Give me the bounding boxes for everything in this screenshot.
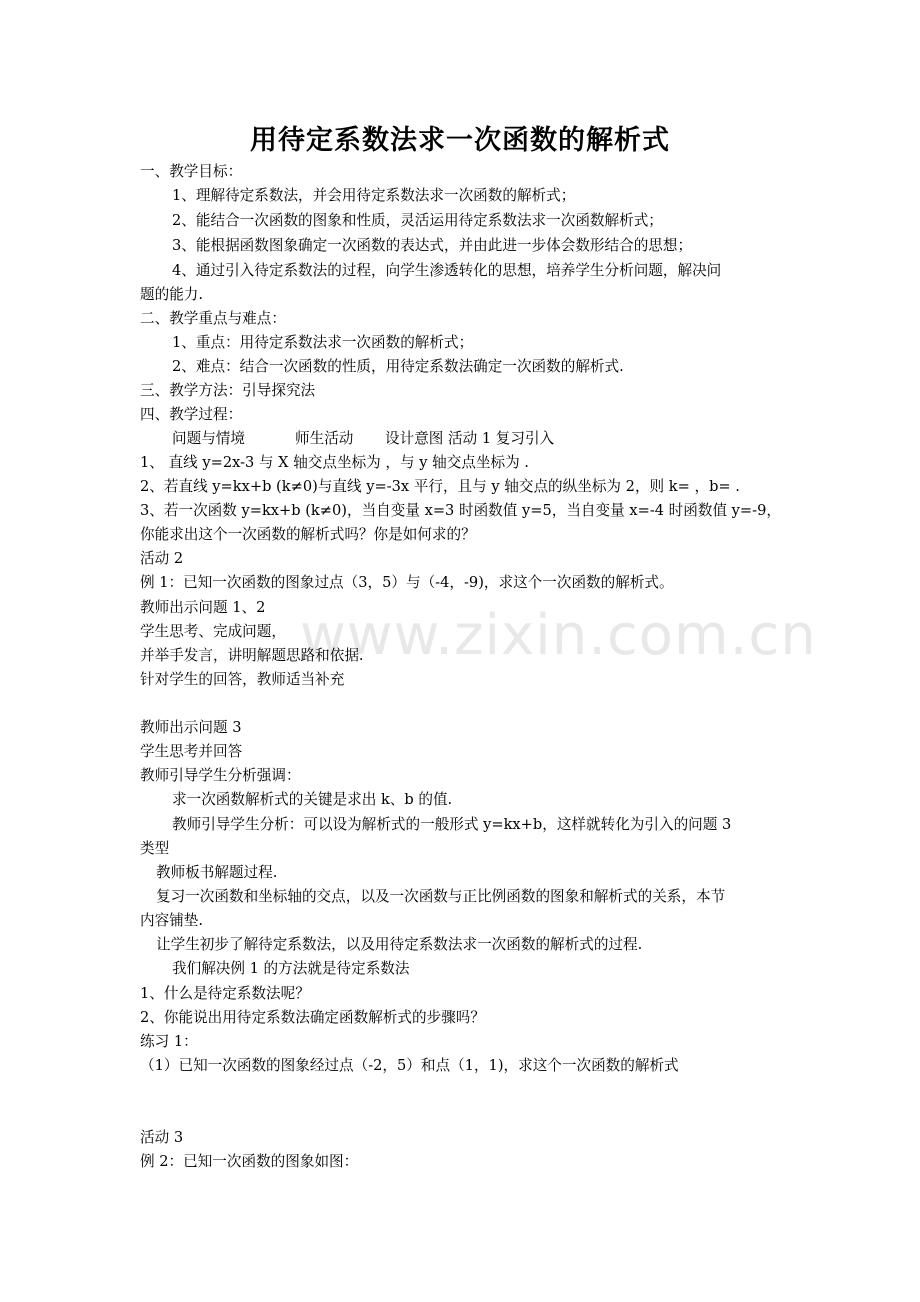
- body-text: 复习一次函数和坐标轴的交点，以及一次函数与正比例函数的图象和解析式的关系，本节: [156, 888, 726, 905]
- page-title: 用待定系数法求一次函数的解析式: [250, 125, 670, 156]
- key-point-item: 2、难点：结合一次函数的性质，用待定系数法确定一次函数的解析式.: [172, 358, 624, 375]
- table-header-problem: 问题与情境: [172, 430, 245, 447]
- question-item: 2、你能说出用待定系数法确定函数解析式的步骤吗？: [140, 1009, 485, 1026]
- objective-item-continued: 题的能力.: [140, 286, 204, 303]
- body-text: 让学生初步了解待定系数法，以及用待定系数法求一次函数的解析式的过程.: [156, 936, 643, 953]
- body-text: 求一次函数解析式的关键是求出 k、b 的值.: [172, 791, 453, 808]
- body-text-continued: 类型: [140, 840, 170, 857]
- section-heading: 四、教学过程：: [140, 406, 243, 423]
- exercise-item: （1）已知一次函数的图象经过点（-2，5）和点（1，1)，求这个一次函数的解析式: [140, 1057, 679, 1074]
- body-text: 学生思考、完成问题，: [140, 623, 286, 640]
- body-text: 我们解决例 1 的方法就是待定系数法: [172, 960, 410, 977]
- review-question: 3、若一次函数 y=kx+b (k≠0)，当自变量 x=3 时函数值 y=5，当自变量 x=-4 时函数值 y=-9，: [140, 502, 781, 519]
- example-text: 例 2：已知一次函数的图象如图：: [140, 1153, 359, 1170]
- body-text: 教师出示问题 1、2: [140, 599, 266, 616]
- question-item: 1、什么是待定系数法呢？: [140, 985, 310, 1002]
- section-heading: 二、教学重点与难点：: [140, 310, 286, 327]
- table-header-activity: 师生活动: [295, 430, 354, 447]
- objective-item: 1、理解待定系数法，并会用待定系数法求一次函数的解析式；: [172, 187, 576, 204]
- body-text: 教师引导学生分析强调：: [140, 767, 301, 784]
- exercise-heading: 练习 1：: [140, 1033, 198, 1050]
- body-text: 教师出示问题 3: [140, 719, 242, 736]
- objective-item: 3、能根据函数图象确定一次函数的表达式，并由此进一步体会数形结合的思想；: [172, 237, 693, 254]
- objective-item: 4、通过引入待定系数法的过程，向学生渗透转化的思想，培养学生分析问题，解决问: [172, 262, 722, 279]
- objective-item: 2、能结合一次函数的图象和性质，灵活运用待定系数法求一次函数解析式；: [172, 212, 663, 229]
- section-heading: 一、教学目标：: [140, 163, 243, 180]
- table-header-design: 设计意图 活动 1 复习引入: [385, 430, 555, 447]
- review-question-continued: 你能求出这个一次函数的解析式吗？你是如何求的？: [140, 526, 476, 543]
- section-heading: 三、教学方法：引导探究法: [140, 382, 316, 399]
- activity-heading: 活动 2: [140, 550, 184, 567]
- body-text: 学生思考并回答: [140, 743, 243, 760]
- watermark: www.zixin.com.cn: [300, 603, 817, 668]
- body-text: 教师引导学生分析：可以设为解析式的一般形式 y=kx+b，这样就转化为引入的问题 3: [172, 816, 732, 833]
- body-text-continued: 内容铺垫.: [140, 912, 204, 929]
- review-question: 2、若直线 y=kx+b (k≠0)与直线 y=-3x 平行，且与 y 轴交点的纵坐标为 2，则 k= ，b= .: [140, 478, 740, 495]
- example-text: 例 1：已知一次函数的图象过点（3，5）与（-4，-9)，求这个一次函数的解析式。: [140, 574, 674, 591]
- key-point-item: 1、重点：用待定系数法求一次函数的解析式；: [172, 334, 474, 351]
- activity-heading: 活动 3: [140, 1129, 184, 1146]
- body-text: 针对学生的回答，教师适当补充: [140, 671, 345, 688]
- review-question: 1、 直线 y=2x-3 与 X 轴交点坐标为 ，与 y 轴交点坐标为 .: [140, 454, 529, 471]
- body-text: 并举手发言，讲明解题思路和依据.: [140, 647, 364, 664]
- body-text: 教师板书解题过程.: [156, 864, 278, 881]
